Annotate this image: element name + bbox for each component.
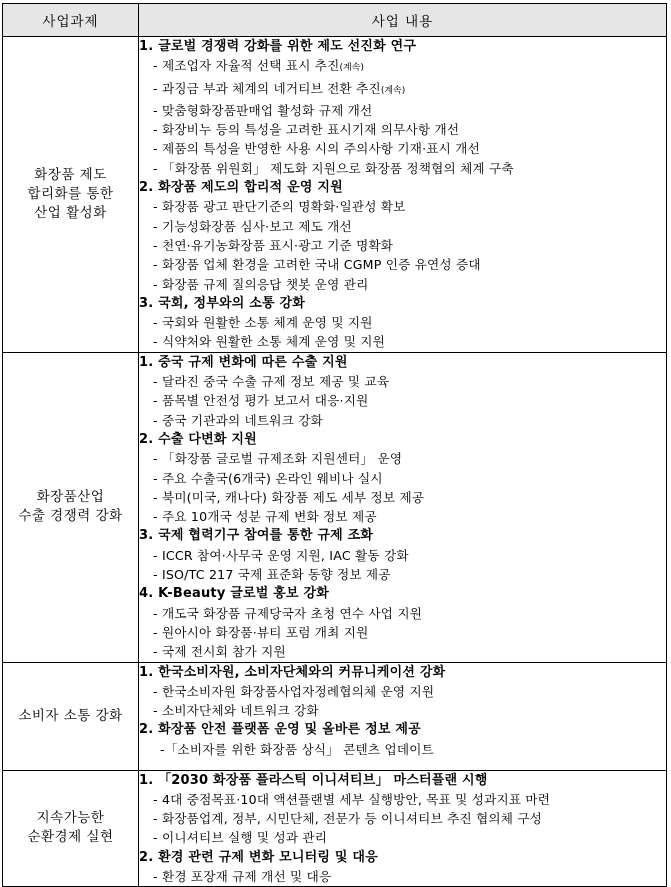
list-item <box>139 101 666 120</box>
content-cell <box>139 37 667 353</box>
list-item <box>139 313 666 332</box>
section-title: 2. 화장품 제도의 합리적 운영 지원 <box>139 180 343 196</box>
section-title: 1. 「2030 화장품 플라스틱 이니셔티브」 마스터플랜 시행 <box>139 772 488 788</box>
table-body <box>3 37 667 887</box>
content-cell <box>139 662 667 770</box>
table-row <box>3 352 667 662</box>
section-title: 1. 중국 규제 변화에 따른 수출 지원 <box>139 354 348 370</box>
list-item <box>139 469 666 488</box>
table-row <box>3 37 667 353</box>
list-item-text: - ISO/TC 217 국제 표준화 동향 정보 제공 <box>153 567 391 583</box>
list-item-text: - 화장품업계, 정부, 시민단체, 전문가 등 이니셔티브 추진 협의체 구성 <box>153 811 543 827</box>
list-item-text: - 제품의 특성을 반영한 사용 시의 주의사항 기재·표시 개선 <box>153 141 480 157</box>
task-cell <box>3 37 139 353</box>
section-title: 1. 한국소비자원, 소비자단체와의 커뮤니케이션 강화 <box>139 664 446 680</box>
list-item <box>139 828 666 847</box>
list-item-text: - 기능성화장품 심사·보고 제도 개선 <box>153 218 352 234</box>
task-cell <box>3 770 139 887</box>
task-label-line: 소비자 소통 강화 <box>18 707 123 724</box>
table-row <box>3 662 667 770</box>
list-item-text: - 주요 10개국 성분 규제 변화 정보 제공 <box>153 509 377 525</box>
list-item-text: - 화장비누 등의 특성을 고려한 표시기재 의무사항 개선 <box>153 122 460 138</box>
table-header-row <box>3 4 667 37</box>
list-item-text: - 한국소비자원 화장품사업자정례협의체 운영 지원 <box>153 683 435 699</box>
list-item-text: - 과징금 부과 체계의 네거티브 전환 추진 <box>153 80 381 96</box>
content-cell <box>139 352 667 662</box>
section-title: 3. 국회, 정부와의 소통 강화 <box>139 295 306 311</box>
task-cell <box>3 662 139 770</box>
table-row <box>3 770 667 887</box>
list-item <box>139 236 666 255</box>
list-item-text: - 화장품 규제 질의응답 챗봇 운영 관리 <box>153 276 369 292</box>
list-item-text: - 국회와 원활한 소통 체계 운영 및 지원 <box>153 315 373 331</box>
list-item <box>139 255 666 274</box>
list-item <box>139 139 666 158</box>
list-item <box>139 790 666 809</box>
list-item-text: - 「화장품 글로벌 규제조화 지원센터」 운영 <box>153 451 403 467</box>
task-label-line: 지속가능한 <box>36 810 105 827</box>
header-task: 사업과제 <box>3 4 139 37</box>
list-item <box>139 740 666 759</box>
list-item-text: - 식약처와 원활한 소통 체계 운영 및 지원 <box>153 334 386 350</box>
list-item-text: - 품목별 안전성 평가 보고서 대응·지원 <box>153 393 369 409</box>
list-item-text: - 환경 포장재 규제 개선 및 대응 <box>153 868 332 884</box>
list-item <box>139 546 666 565</box>
list-item-text: - 개도국 화장품 규제당국자 초청 연수 사업 지원 <box>153 605 423 621</box>
section-title: 2. 환경 관련 규제 변화 모니터링 및 대응 <box>139 849 378 865</box>
list-item <box>139 372 666 391</box>
list-item-text: - 「화장품 위원회」 제도화 지원으로 화장품 정책협의 체계 구축 <box>153 160 514 176</box>
content-cell <box>139 770 667 887</box>
list-item-text: - 원아시아 화장품·뷰티 포럼 개최 지원 <box>153 624 369 640</box>
list-item <box>139 275 666 294</box>
list-item-text: - 북미(미국, 캐나다) 화장품 제도 세부 정보 제공 <box>153 489 425 505</box>
list-item <box>139 79 666 101</box>
list-item-text: - 화장품 광고 판단기준의 명확화·일관성 확보 <box>153 199 406 215</box>
list-item-text: - 제조업자 자율적 선택 표시 추진 <box>153 58 340 74</box>
list-item-text: - 달라진 중국 수출 규제 정보 제공 및 교육 <box>153 374 390 390</box>
task-label-line: 수출 경쟁력 강화 <box>18 508 123 525</box>
list-item <box>139 604 666 623</box>
section-title: 3. 국제 협력기구 참여를 통한 규제 조화 <box>139 528 374 544</box>
list-item <box>139 332 666 351</box>
list-item-note: (계속) <box>380 85 406 96</box>
section-title: 2. 화장품 안전 플랫폼 운영 및 올바른 정보 제공 <box>139 722 421 738</box>
list-item <box>139 449 666 468</box>
business-plan-table <box>2 3 667 887</box>
list-item-text: - 맞춤형화장품판매업 활성화 규제 개선 <box>153 102 373 118</box>
list-item-text: - 이니셔티브 실행 및 성과 관리 <box>153 830 328 846</box>
list-item <box>139 159 666 178</box>
list-item-text: - 중국 기관과의 네트워크 강화 <box>153 412 323 428</box>
list-item <box>139 217 666 236</box>
task-label-line: 화장품산업 <box>36 489 105 506</box>
list-item <box>139 623 666 642</box>
list-item-text: - 천연·유기농화장품 표시·광고 기준 명확화 <box>153 237 394 253</box>
list-item <box>139 682 666 701</box>
list-item-note: (계속) <box>339 63 364 74</box>
task-label-line: 합리화를 통한 <box>27 185 114 202</box>
list-item-text: - 화장품 업체 환경을 고려한 국내 CGMP 인증 유연성 증대 <box>153 257 481 273</box>
list-item-text: -「소비자를 위한 화장품 상식」 콘텐츠 업데이트 <box>160 741 434 757</box>
section-title: 1. 글로벌 경쟁력 강화를 위한 제도 선진화 연구 <box>139 39 417 54</box>
task-label-line: 산업 활성화 <box>34 204 107 221</box>
list-item <box>139 507 666 526</box>
list-item-text: - 주요 수출국(6개국) 온라인 웨비나 실시 <box>153 470 383 486</box>
list-item-text: - 4대 중점목표·10대 액션플랜별 세부 실행방안, 목표 및 성과지표 마련 <box>153 791 551 807</box>
list-item <box>139 642 666 661</box>
list-item <box>139 120 666 139</box>
list-item-text: - 국제 전시회 참가 지원 <box>153 644 286 660</box>
task-cell <box>3 352 139 662</box>
section-title: 2. 수출 다변화 지원 <box>139 431 257 447</box>
list-item <box>139 809 666 828</box>
list-item <box>139 197 666 216</box>
list-item <box>139 411 666 430</box>
list-item-text: - ICCR 참여·사무국 운영 지원, IAC 활동 강화 <box>153 547 409 563</box>
section-title: 4. K-Beauty 글로벌 홍보 강화 <box>139 586 329 602</box>
list-item <box>139 867 666 886</box>
list-item <box>139 565 666 584</box>
list-item <box>139 701 666 720</box>
list-item <box>139 391 666 410</box>
header-content: 사업 내용 <box>139 4 667 37</box>
task-label-line: 화장품 제도 <box>34 166 107 183</box>
list-item <box>139 56 666 78</box>
list-item <box>139 488 666 507</box>
task-label-line: 순환경제 실현 <box>27 829 114 846</box>
list-item-text: - 소비자단체와 네트워크 강화 <box>153 703 319 719</box>
